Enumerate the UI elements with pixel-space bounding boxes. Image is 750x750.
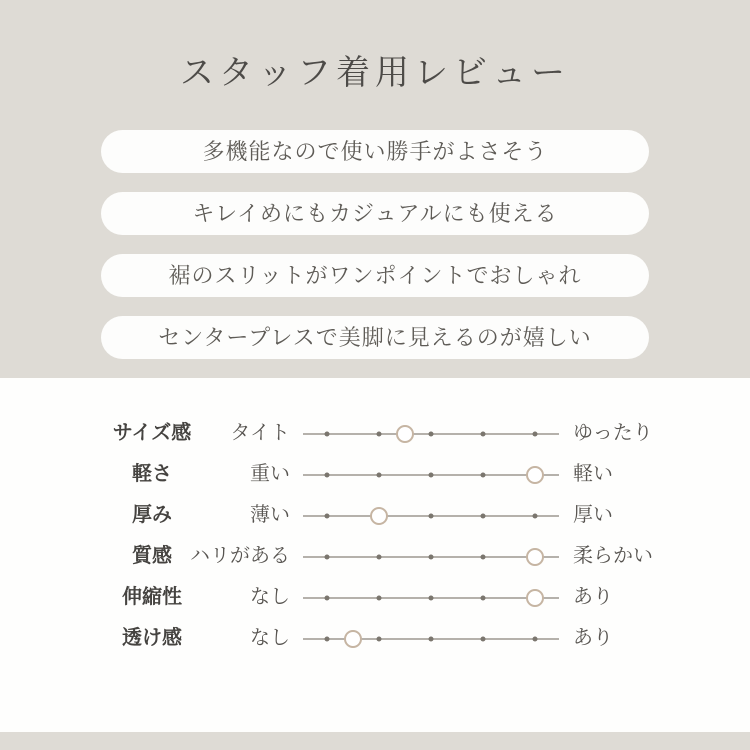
review-text: キレイめにもカジュアルにも使える bbox=[192, 201, 558, 226]
review-text: 裾のスリットがワンポイントでおしゃれ bbox=[168, 263, 582, 288]
rating-marker bbox=[396, 425, 414, 443]
rating-min-label: なし bbox=[250, 627, 290, 649]
rating-max-label: ゆったり bbox=[573, 422, 653, 444]
rating-min-label: ハリがある bbox=[190, 545, 290, 567]
scale-dot bbox=[481, 431, 486, 436]
rating-marker bbox=[370, 507, 388, 525]
rating-section bbox=[0, 378, 750, 732]
rating-track bbox=[303, 413, 559, 454]
scale-dot bbox=[533, 636, 538, 641]
scale-dot bbox=[325, 595, 330, 600]
rating-track bbox=[303, 454, 559, 495]
scale-dot bbox=[429, 472, 434, 477]
review-text: センタープレスで美脚に見えるのが嬉しい bbox=[158, 325, 592, 350]
rating-min-label: 重い bbox=[250, 463, 290, 485]
scale-dot bbox=[429, 595, 434, 600]
scale-dot bbox=[325, 513, 330, 518]
rating-max-label: あり bbox=[573, 627, 613, 649]
review-pill bbox=[101, 192, 649, 235]
rating-label: 軽さ bbox=[132, 463, 172, 485]
scale-dot bbox=[481, 554, 486, 559]
rating-label: 透け感 bbox=[122, 627, 182, 649]
rating-max-label: あり bbox=[573, 586, 613, 608]
rating-max-label: 軽い bbox=[573, 463, 613, 485]
scale-dot bbox=[377, 431, 382, 436]
rating-row bbox=[0, 618, 750, 659]
rating-track bbox=[303, 618, 559, 659]
review-text: 多機能なので使い勝手がよさそう bbox=[202, 139, 548, 164]
rating-max-label: 柔らかい bbox=[573, 545, 653, 567]
page-title: スタッフ着用レビュー bbox=[180, 55, 570, 92]
scale-dot bbox=[325, 472, 330, 477]
scale-dot bbox=[325, 554, 330, 559]
scale-dot bbox=[429, 554, 434, 559]
review-pill bbox=[101, 254, 649, 297]
scale-dot bbox=[429, 636, 434, 641]
scale-dot bbox=[377, 636, 382, 641]
rating-row bbox=[0, 495, 750, 536]
scale-dot bbox=[481, 636, 486, 641]
scale-dot bbox=[377, 595, 382, 600]
scale-dot bbox=[325, 431, 330, 436]
rating-row bbox=[0, 536, 750, 577]
scale-dot bbox=[325, 636, 330, 641]
scale-dot bbox=[429, 431, 434, 436]
scale-dot bbox=[481, 472, 486, 477]
scale-dot bbox=[533, 431, 538, 436]
rating-label: 厚み bbox=[132, 504, 172, 526]
rating-min-label: なし bbox=[250, 586, 290, 608]
scale-dot bbox=[377, 554, 382, 559]
rating-track bbox=[303, 495, 559, 536]
scale-dot bbox=[429, 513, 434, 518]
rating-min-label: 薄い bbox=[250, 504, 290, 526]
rating-marker bbox=[526, 589, 544, 607]
rating-max-label: 厚い bbox=[573, 504, 613, 526]
rating-track bbox=[303, 536, 559, 577]
rating-min-label: タイト bbox=[230, 422, 290, 444]
rating-label: サイズ感 bbox=[112, 422, 192, 444]
rating-row bbox=[0, 413, 750, 454]
rating-label: 伸縮性 bbox=[122, 586, 182, 608]
rating-marker bbox=[526, 548, 544, 566]
rating-row bbox=[0, 454, 750, 495]
rating-marker bbox=[526, 466, 544, 484]
rating-track bbox=[303, 577, 559, 618]
scale-dot bbox=[377, 472, 382, 477]
scale-dot bbox=[481, 595, 486, 600]
review-pill bbox=[101, 316, 649, 359]
review-pill bbox=[101, 130, 649, 173]
scale-dot bbox=[481, 513, 486, 518]
review-comment-list bbox=[0, 130, 750, 359]
scale-dot bbox=[533, 513, 538, 518]
rating-row bbox=[0, 577, 750, 618]
rating-label: 質感 bbox=[132, 545, 172, 567]
rating-marker bbox=[344, 630, 362, 648]
